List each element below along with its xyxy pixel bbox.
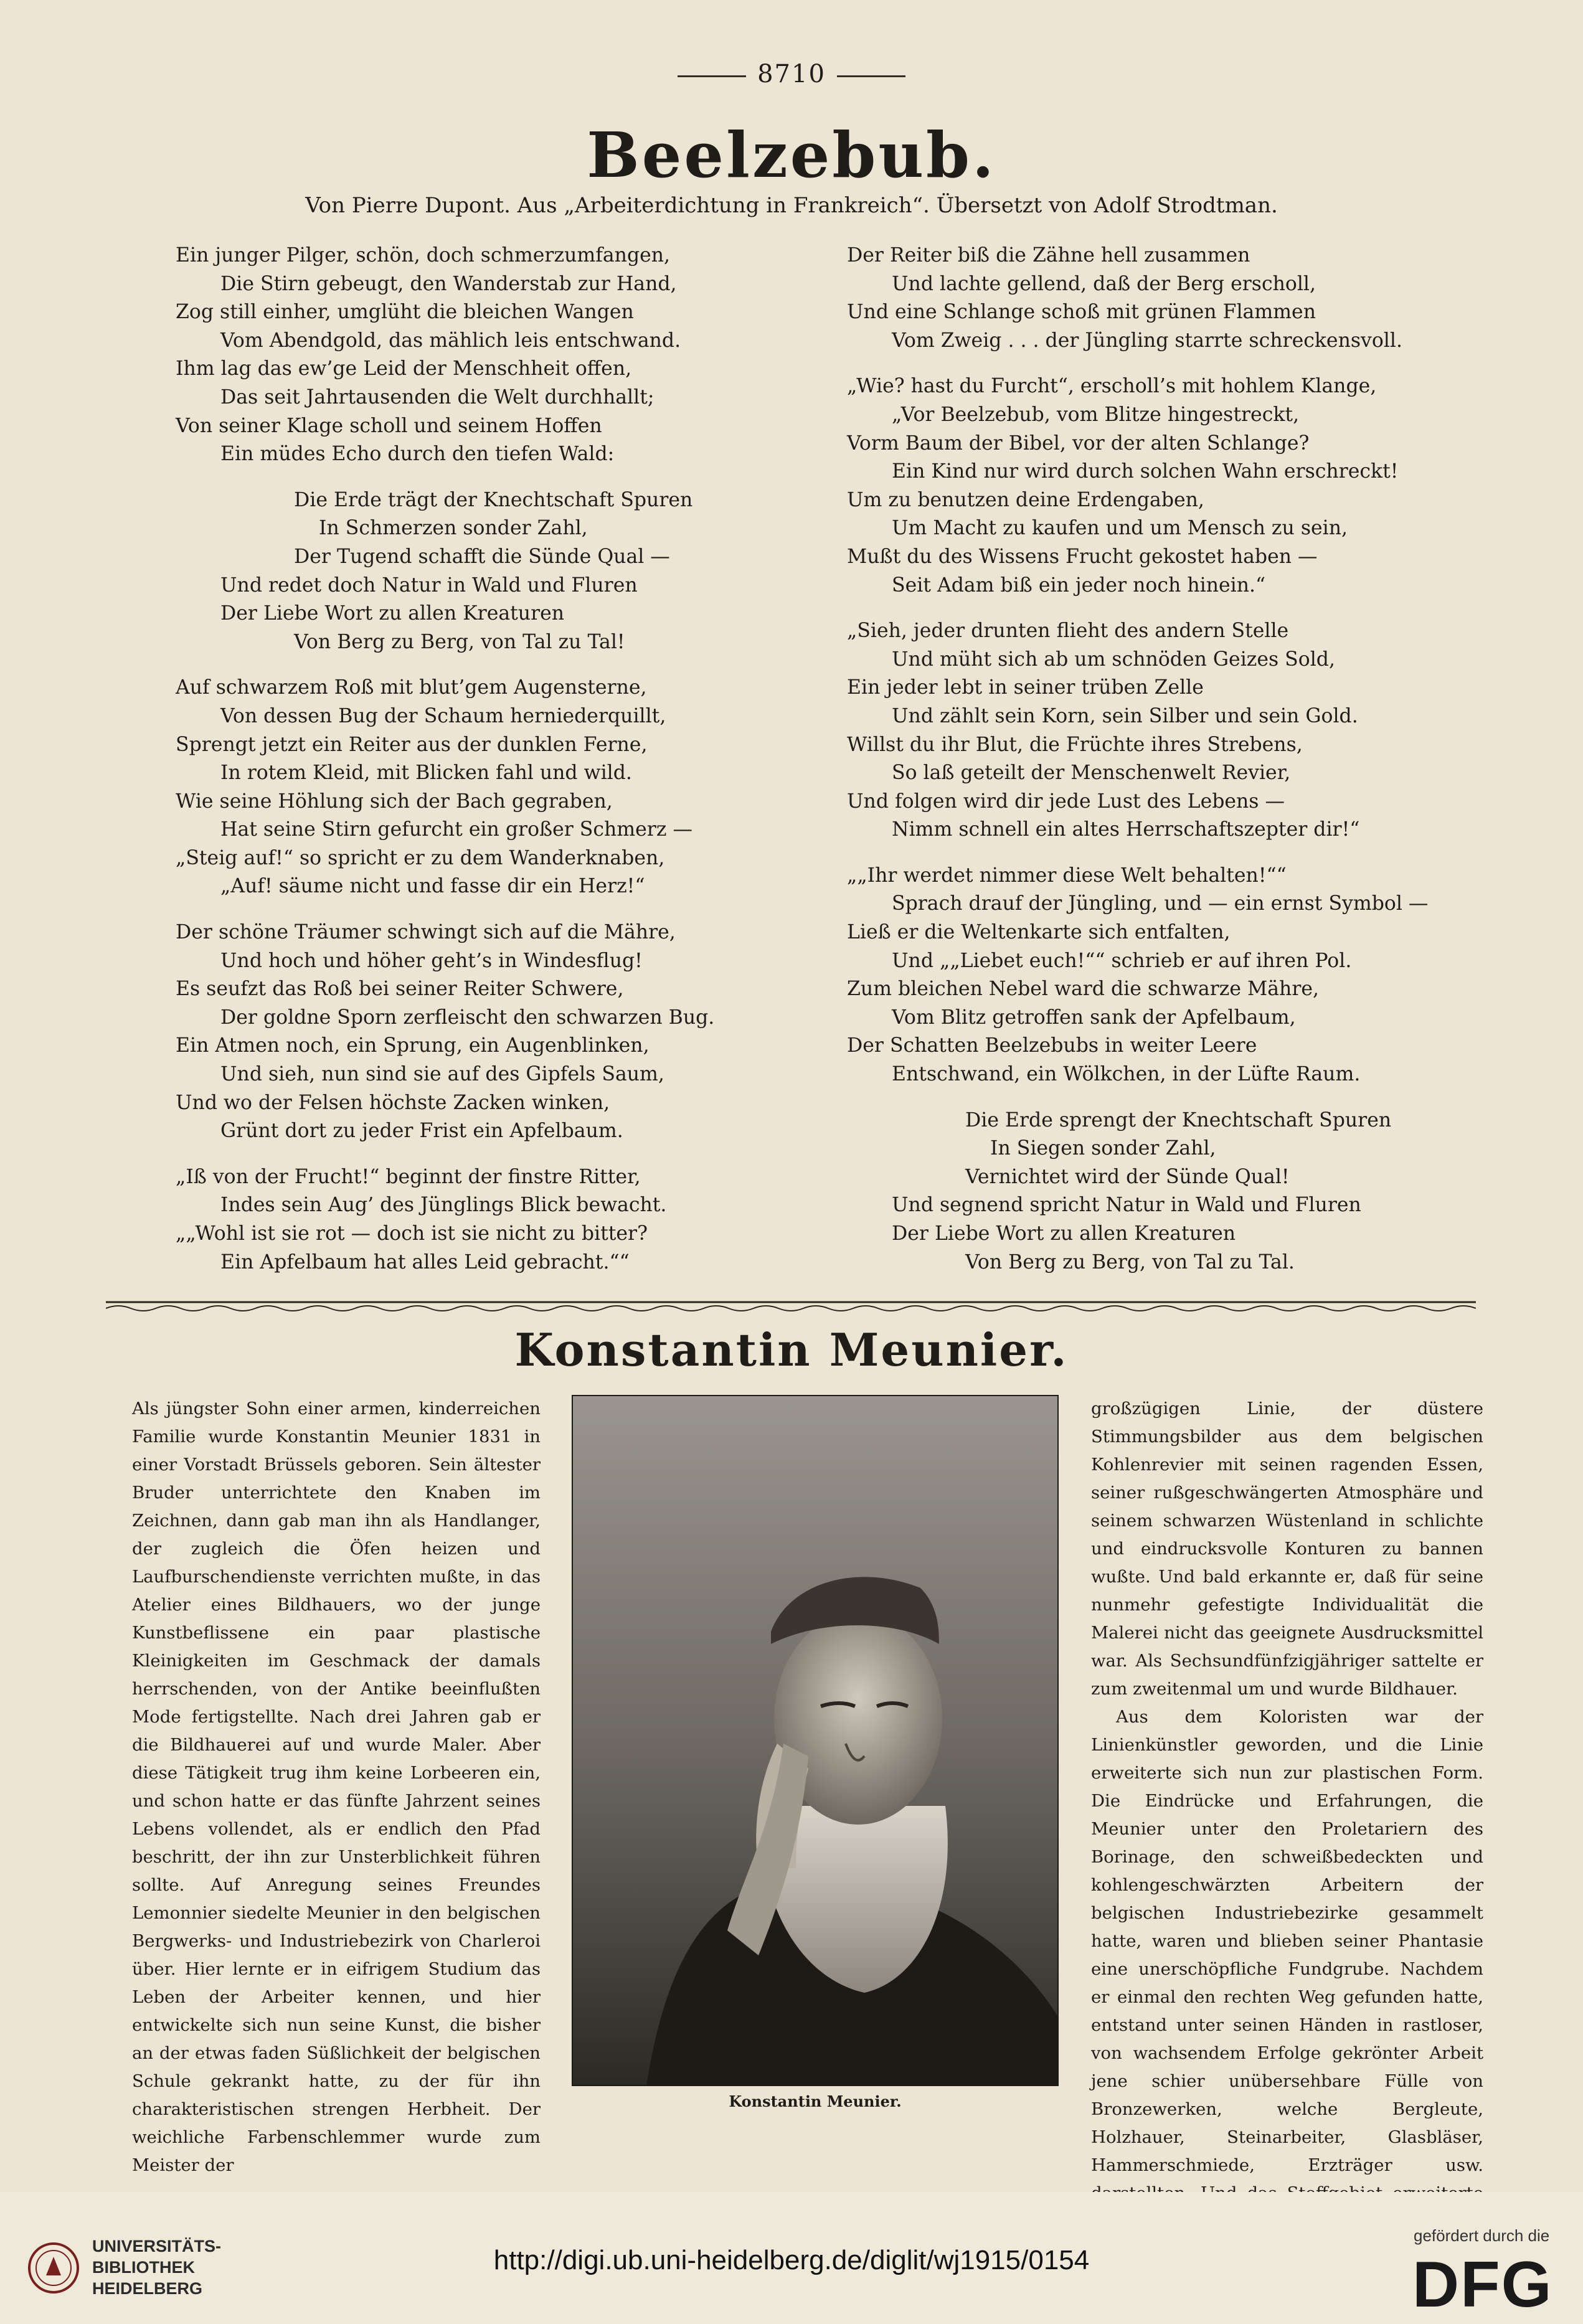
verse-line: Ein Apfelbaum hat alles Leid gebracht.““ bbox=[220, 1250, 630, 1273]
verse-line: „Iß von der Frucht!“ beginnt der finstre Ritter, bbox=[176, 1165, 641, 1188]
verse-line: Und sieh, nun sind sie auf des Gipfels Saum, bbox=[220, 1063, 664, 1086]
verse-line: Zog still einher, umglüht die bleichen Wangen bbox=[176, 301, 634, 324]
paragraph: Als jüngster Sohn einer armen, kinderreichen Familie wurde Konstantin Meunier 1831 in einer Vorstadt Brüssels geboren. Sein ältester Bruder unterrichtete den Knaben im Zeichnen, dann gab man ihn als Handlanger, der zugleich die Öfen heizen und Laufburschendienste verrichten mußte, in das Atelier eines Bildhauers, wo der junge Kunstbeflissene ein paar plastische Kleinigkeiten im Geschmack der damals herrschenden, von der Antike beeinflußten Mode fertigstellte. Nach drei Jahren gab er die Bildhauerei auf und wurde Maler. Aber diese Tätigkeit trug ihm keine Lorbeeren ein, und schon hatte er das fünfte Jahrzent seines Lebens vollendet, als er endlich den Pfad beschritt, der ihn zur Unsterblichkeit führen sollte. Auf Anregung seines Freundes Lemonnier siedelte Meunier in den belgischen Bergwerks- und Industriebezirk von Charleroi über. Hier lernte er in eifrigem Studium das Leben der Arbeiter kennen, und hier entwickelte sich nun seine Kunst, die bisher an der etwas faden Süßlichkeit der belgischen Schule gekrankt hatte, zu der für ihn charakteristischen strengen Herbheit. Der weichliche Farbenschlemmer wurde zum Meister der bbox=[132, 1399, 541, 2175]
verse-line: In Schmerzen sonder Zahl, bbox=[319, 517, 588, 540]
verse-line: In rotem Kleid, mit Blicken fahl und wild. bbox=[220, 762, 632, 785]
verse-line: Vom Zweig . . . der Jüngling starrte schreckensvoll. bbox=[892, 329, 1402, 352]
stanza bbox=[847, 617, 1428, 844]
verse-line: „„Wohl ist sie rot — doch ist sie nicht zu bitter? bbox=[176, 1222, 648, 1245]
verse-line: „Auf! säume nicht und fasse dir ein Herz!“ bbox=[220, 875, 645, 898]
verse-line: Indes sein Aug’ des Jünglings Blick bewacht. bbox=[220, 1194, 667, 1217]
permalink[interactable]: http://digi.ub.uni-heidelberg.de/diglit/wj1915/0154 bbox=[493, 2245, 1090, 2275]
paragraph: Aus dem Koloristen war der Linienkünstler geworden, und die Linie erweiterte sich nun zur plastischen Form. Die Eindrücke und Erfahrungen, die Meunier unter den Proletariern des Borinage, den schweißbedeckten und kohlengeschwärzten Arbeitern der belgischen Industriebezirke gesammelt hatte, waren und blieben seiner Phantasie eine unerschöpfliche Fundgrube. Nachdem er einmal den rechten Weg gefunden hatte, entstand unter seinen Händen in rastloser, von wachsendem Erfolge gekrönter Arbeit jene schier unübersehbare Fülle von Bronzewerken, welche Bergleute, Holzhauer, Steinarbeiter, Glasbläser, Hammerschmiede, Erzträger usw. bbox=[1091, 1707, 1483, 2175]
verse-line: Und lachte gellend, daß der Berg erscholl, bbox=[892, 272, 1316, 295]
stanza bbox=[847, 242, 1428, 355]
verse-line: Und redet doch Natur in Wald und Fluren bbox=[220, 574, 638, 597]
institution-line: HEIDELBERG bbox=[92, 2279, 203, 2298]
verse-line: Wie seine Höhlung sich der Bach gegraben, bbox=[176, 790, 613, 813]
verse-line: Entschwand, ein Wölkchen, in der Lüfte Raum. bbox=[892, 1063, 1361, 1086]
verse-line: Der Liebe Wort zu allen Kreaturen bbox=[220, 602, 565, 625]
verse-line: Der Reiter biß die Zähne hell zusammen bbox=[847, 244, 1250, 267]
verse-line: Und eine Schlange schoß mit grünen Flammen bbox=[847, 301, 1316, 324]
poem-title: Beelzebub. bbox=[587, 118, 996, 192]
stanza bbox=[847, 372, 1428, 600]
stanza bbox=[176, 1163, 714, 1277]
verse-line: Um Macht zu kaufen und um Mensch zu sein, bbox=[892, 517, 1348, 540]
dfg-logo: DFG bbox=[1412, 2249, 1553, 2321]
verse-line: „Steig auf!“ so spricht er zu dem Wanderknaben, bbox=[176, 846, 665, 869]
stanza bbox=[176, 919, 714, 1146]
verse-line: Der Liebe Wort zu allen Kreaturen bbox=[892, 1222, 1236, 1245]
stanza bbox=[176, 242, 714, 469]
verse-line: Und müht sich ab um schnöden Geizes Sold, bbox=[892, 648, 1335, 671]
verse-line: Der Schatten Beelzebubs in weiter Leere bbox=[847, 1034, 1257, 1057]
verse-line: Willst du ihr Blut, die Früchte ihres Strebens, bbox=[847, 733, 1303, 756]
verse-line: Von dessen Bug der Schaum herniederquillt, bbox=[220, 704, 666, 727]
verse-line: Von Berg zu Berg, von Tal zu Tal! bbox=[294, 630, 625, 653]
verse-line: Auf schwarzem Roß mit blut’gem Augensterne, bbox=[176, 676, 647, 699]
verse-line: Zum bleichen Nebel ward die schwarze Mähre, bbox=[847, 978, 1320, 1001]
verse-line: Ein junger Pilger, schön, doch schmerzumfangen, bbox=[176, 244, 671, 267]
verse-line: Nimm schnell ein altes Herrschaftszepter dir!“ bbox=[892, 818, 1360, 841]
article-column-left bbox=[132, 1395, 541, 2180]
institution-line: UNIVERSITÄTS- bbox=[92, 2237, 222, 2256]
verse-line: Die Stirn gebeugt, den Wanderstab zur Hand, bbox=[220, 272, 677, 295]
verse-line: Der schöne Träumer schwingt sich auf die Mähre, bbox=[176, 921, 676, 944]
verse-line: Von Berg zu Berg, von Tal zu Tal. bbox=[965, 1250, 1295, 1273]
institution-line: BIBLIOTHEK bbox=[92, 2258, 195, 2277]
refrain bbox=[176, 486, 714, 657]
stanza bbox=[176, 674, 714, 901]
article-title: Konstantin Meunier. bbox=[514, 1323, 1069, 1376]
verse-line: So laß geteilt der Menschenwelt Revier, bbox=[892, 762, 1291, 785]
verse-line: Ein Kind nur wird durch solchen Wahn erschreckt! bbox=[892, 460, 1399, 483]
verse-line: Und folgen wird dir jede Lust des Lebens — bbox=[847, 790, 1285, 813]
verse-line: Der goldne Sporn zerfleischt den schwarzen Bug. bbox=[220, 1006, 715, 1029]
verse-line: Das seit Jahrtausenden die Welt durchhallt; bbox=[220, 385, 654, 409]
portrait-photo bbox=[572, 1395, 1059, 2086]
verse-line: Und segnend spricht Natur in Wald und Fluren bbox=[892, 1194, 1361, 1217]
verse-line: Vom Blitz getroffen sank der Apfelbaum, bbox=[892, 1006, 1296, 1029]
page-number-text: 8710 bbox=[757, 60, 826, 88]
verse-line: Ließ er die Weltenkarte sich entfalten, bbox=[847, 921, 1231, 944]
verse-line: „„Ihr werdet nimmer diese Welt behalten!““ bbox=[847, 864, 1287, 887]
verse-line: Der Tugend schafft die Sünde Qual — bbox=[294, 545, 670, 568]
funded-by-label: gefördert durch die bbox=[1414, 2226, 1550, 2245]
verse-line: Vernichtet wird der Sünde Qual! bbox=[965, 1165, 1290, 1188]
verse-line: Von seiner Klage scholl und seinem Hoffen bbox=[176, 414, 602, 437]
verse-line: Es seufzt das Roß bei seiner Reiter Schwere, bbox=[176, 978, 624, 1001]
page-number bbox=[0, 60, 1583, 88]
verse-line: Um zu benutzen deine Erdengaben, bbox=[847, 488, 1204, 511]
verse-line: Ein Atmen noch, ein Sprung, ein Augenblinken, bbox=[176, 1034, 650, 1057]
stanza bbox=[847, 862, 1428, 1089]
verse-line: „Wie? hast du Furcht“, erscholl’s mit hohlem Klange, bbox=[847, 375, 1377, 398]
verse-line: Sprach drauf der Jüngling, und — ein ernst Symbol — bbox=[892, 892, 1429, 915]
verse-line: Mußt du des Wissens Frucht gekostet haben — bbox=[847, 545, 1318, 568]
verse-line: Und hoch und höher geht’s in Windesflug! bbox=[220, 949, 643, 972]
paragraph: großzügigen Linie, der düstere Stimmungsbilder aus dem belgischen Kohlenrevier mit seinen ragenden Essen, seiner rußgeschwängerten Atmosphäre und seinem schwarzen Wüstenland in schlichte und eindrucksvolle Konturen zu bannen wußte. Und bald erkannte er, daß für seine nunmehr gefestigte Individualität die Malerei nicht das geeignete Ausdrucksmittel war. Als Sechsundfünfzigjähriger sattelte er zum zweitenmal um und wurde Bildhauer. bbox=[1091, 1399, 1483, 1699]
poem-left-column bbox=[176, 242, 714, 1277]
verse-line: „Sieh, jeder drunten flieht des andern Stelle bbox=[847, 620, 1289, 643]
verse-line: Vom Abendgold, das mählich leis entschwand. bbox=[220, 329, 681, 352]
verse-line: Ein müdes Echo durch den tiefen Wald: bbox=[220, 443, 615, 466]
verse-line: In Siegen sonder Zahl, bbox=[990, 1137, 1216, 1160]
verse-line: Und „„Liebet euch!““ schrieb er auf ihren Pol. bbox=[892, 949, 1352, 972]
verse-line: Grünt dort zu jeder Frist ein Apfelbaum. bbox=[220, 1120, 623, 1143]
refrain bbox=[847, 1107, 1428, 1277]
verse-line: Hat seine Stirn gefurcht ein großer Schmerz — bbox=[220, 818, 692, 841]
verse-line: Und wo der Felsen höchste Zacken winken, bbox=[176, 1091, 610, 1114]
verse-line: Ihm lag das ew’ge Leid der Menschheit offen, bbox=[176, 357, 632, 380]
photo-caption: Konstantin Meunier. bbox=[729, 2092, 902, 2110]
verse-line: Sprengt jetzt ein Reiter aus der dunklen Ferne, bbox=[176, 733, 648, 756]
poem-right-column bbox=[847, 242, 1428, 1277]
verse-line: Seit Adam biß ein jeder noch hinein.“ bbox=[892, 574, 1266, 597]
verse-line: Ein jeder lebt in seiner trüben Zelle bbox=[847, 676, 1204, 699]
verse-line: Die Erde sprengt der Knechtschaft Spuren bbox=[965, 1108, 1392, 1131]
article-column-right bbox=[1091, 1395, 1483, 2236]
verse-line: „Vor Beelzebub, vom Blitze hingestreckt, bbox=[892, 403, 1300, 426]
verse-line: Die Erde trägt der Knechtschaft Spuren bbox=[294, 488, 693, 511]
ornamental-divider bbox=[106, 1298, 1476, 1313]
verse-line: Und zählt sein Korn, sein Silber und sein Gold. bbox=[892, 704, 1358, 727]
verse-line: Vorm Baum der Bibel, vor der alten Schlange? bbox=[847, 432, 1310, 455]
poem-byline: Von Pierre Dupont. Aus „Arbeiterdichtung in Frankreich“. Übersetzt von Adolf Strodtman. bbox=[305, 193, 1278, 218]
